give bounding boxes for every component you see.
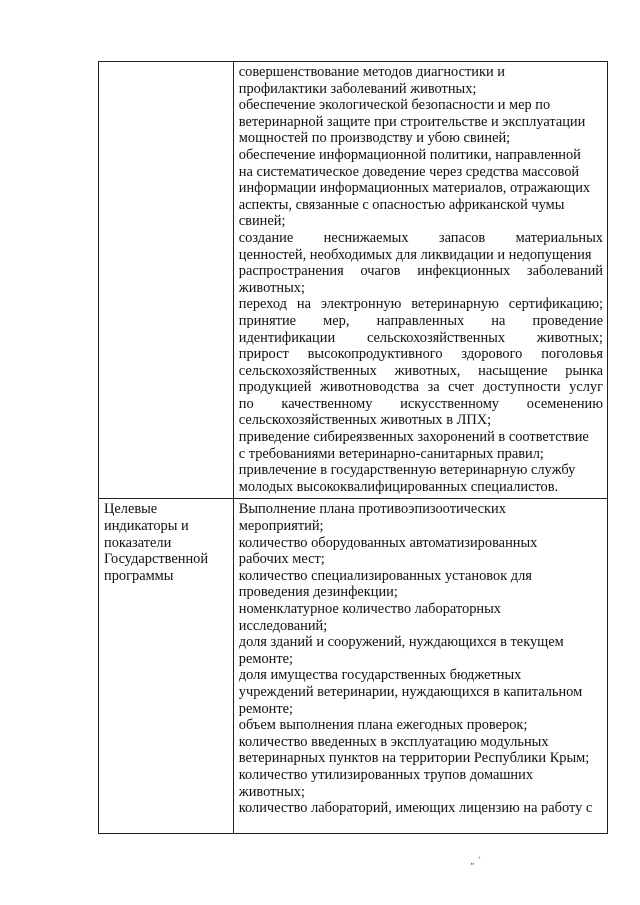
table-row-indicators (99, 499, 608, 834)
text-line: прирост высокопродуктивного здорового поголовья (238, 346, 603, 363)
indicators-label (104, 501, 229, 584)
text-line: переход на электронную ветеринарную сертификацию; (238, 296, 603, 313)
text-line: ремонте; (238, 700, 294, 717)
row2-label-cell (99, 499, 234, 834)
label-line: индикаторы и (104, 518, 189, 535)
text-line: количество оборудованных автоматизированных (238, 534, 538, 551)
text-line: животных; (238, 279, 305, 296)
text-line: принятие мер, направленных на проведение (238, 312, 603, 329)
text-line: мероприятий; (238, 518, 324, 535)
text-line: сельскохозяйственных животных, насыщение рынка (238, 362, 603, 379)
text-line: свиней; (238, 213, 286, 230)
text-line: совершенствование методов диагностики и (238, 64, 505, 80)
label-line: показатели (104, 534, 172, 551)
text-line: номенклатурное количество лабораторных (238, 601, 501, 617)
label-line: программы (104, 567, 174, 584)
text-line: по качественному искусственному осеменению (238, 395, 603, 412)
row2-content-cell (233, 499, 607, 834)
text-line: мощностей по производству и убою свиней; (238, 130, 511, 147)
text-line: Выполнение плана противоэпизоотических (238, 501, 506, 518)
text-line: исследований; (238, 617, 328, 634)
text-line: привлечение в государственную ветеринарную службу (238, 462, 576, 479)
text-line: приведение сибиреязвенных захоронений в соответствие (238, 429, 589, 446)
label-line: Целевые (104, 501, 158, 518)
scan-artifact-mark: „ ˋ (470, 857, 483, 867)
text-line: количество введенных в эксплуатацию модульных (238, 733, 549, 750)
text-line: учреждений ветеринарии, нуждающихся в капитальном (238, 683, 583, 700)
text-line: продукцией животноводства за счет доступности услуг (238, 379, 603, 396)
text-line: доля зданий и сооружений, нуждающихся в текущем (238, 634, 564, 651)
text-line: аспекты, связанные с опасностью африканской чумы (238, 196, 565, 213)
row1-text (239, 64, 603, 495)
label-line: Государственной (104, 551, 209, 568)
text-line: ремонте; (238, 650, 294, 667)
text-line: количество лабораторий, имеющих лицензию на работу с (238, 800, 593, 817)
text-line: обеспечение экологической безопасности и мер по (238, 97, 551, 114)
text-line: количество специализированных установок для (238, 567, 532, 584)
text-line: профилактики заболеваний животных; (238, 80, 477, 97)
text-line: информации информационных материалов, отражающих (238, 180, 591, 197)
text-line: сельскохозяйственных животных в ЛПХ; (238, 412, 492, 429)
text-line: животных; (238, 783, 305, 800)
text-line: рабочих мест; (238, 551, 325, 568)
text-line: распространения очагов инфекционных заболеваний (238, 263, 603, 280)
text-line: создание неснижаемых запасов материальных (238, 229, 603, 246)
text-line: обеспечение информационной политики, направленной (238, 146, 581, 163)
text-line: ветеринарных пунктов на территории Республики Крым; (238, 750, 590, 767)
text-line: идентификации сельскохозяйственных животных; (238, 329, 603, 346)
table-row-objectives (99, 62, 608, 499)
text-line: на систематическое доведение через средства массовой (238, 163, 580, 180)
text-line: объем выполнения плана ежегодных проверок; (238, 717, 528, 734)
row1-label-cell (99, 62, 234, 499)
row2-text (239, 501, 603, 816)
text-line: с требованиями ветеринарно-санитарных правил; (238, 445, 544, 462)
text-line: ценностей, необходимых для ликвидации и недопущения (238, 246, 592, 263)
program-passport-table (98, 61, 608, 834)
text-line: молодых высококвалифицированных специалистов. (238, 478, 559, 495)
text-line: доля имущества государственных бюджетных (238, 667, 522, 684)
text-line: проведения дезинфекции; (238, 584, 398, 601)
text-line: ветеринарной защите при строительстве и эксплуатации (238, 113, 586, 130)
row1-content-cell (233, 62, 607, 499)
text-line: количество утилизированных трупов домашних (238, 766, 534, 783)
